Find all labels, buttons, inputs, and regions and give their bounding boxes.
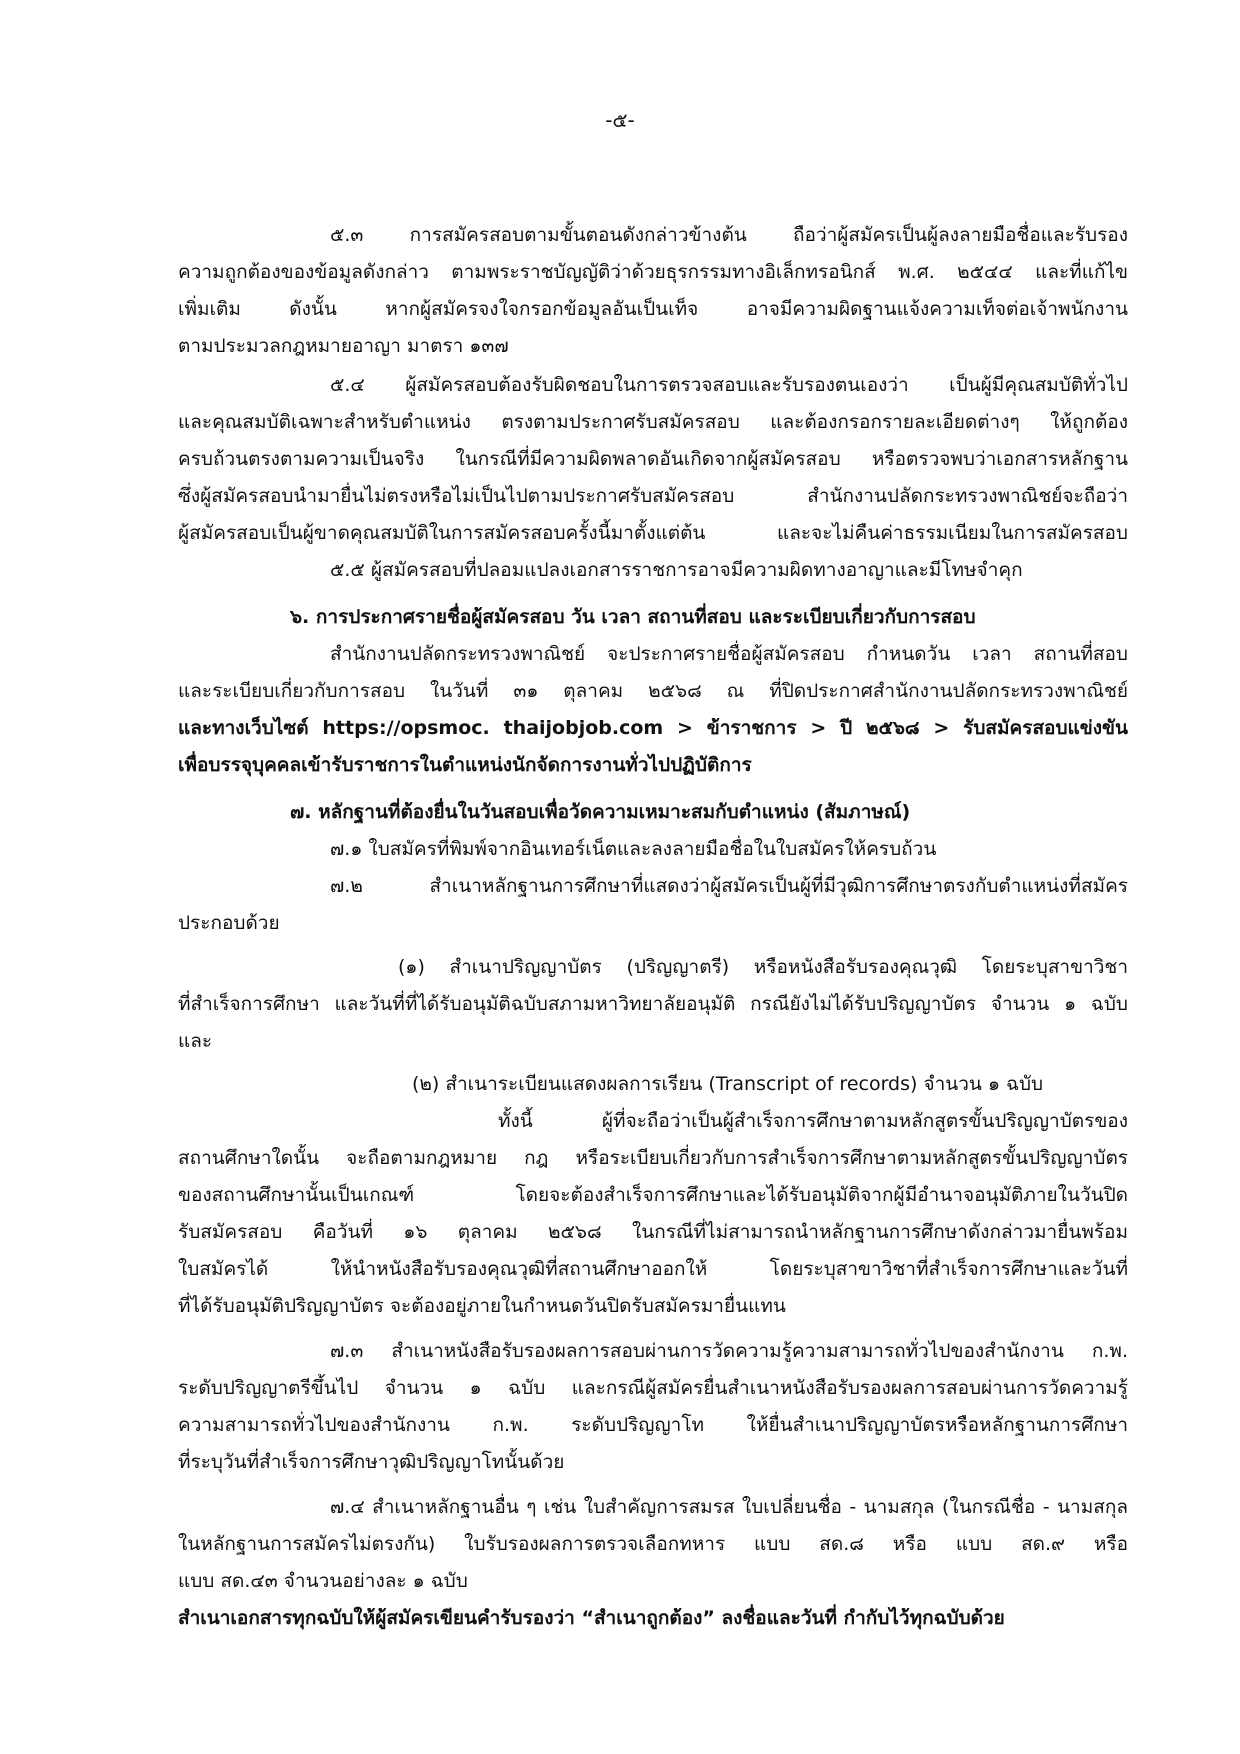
para-7-4-line-2: ในหลักฐานการสมัครไม่ตรงกัน) ใบรับรองผลการตรวจเลือกทหาร แบบ สด.๘ หรือ แบบ สด.๙ หรือ [178, 1533, 1128, 1555]
para-tangnee-line-1: ทั้งนี้ ผู้ที่จะถือว่าเป็นผู้สำเร็จการศึกษาตามหลักสูตรขั้นปริญญาบัตรของ [498, 1110, 1128, 1132]
para-7-2-line-1: ๗.๒ สำเนาหลักฐานการศึกษาที่แสดงว่าผู้สมัครเป็นผู้ที่มีวุฒิการศึกษาตรงกับตำแหน่งที่สมัคร [330, 875, 1128, 897]
para-7-2-line-2: ประกอบด้วย [178, 912, 280, 934]
para-7-1: ๗.๑ ใบสมัครที่พิมพ์จากอินเทอร์เน็ตและลงลายมือชื่อในใบสมัครให้ครบถ้วน [330, 838, 937, 860]
para-5-3-line-4: ตามประมวลกฎหมายอาญา มาตรา ๑๓๗ [178, 335, 509, 357]
para-5-4-line-1: ๕.๔ ผู้สมัครสอบต้องรับผิดชอบในการตรวจสอบและรับรองตนเองว่า เป็นผู้มีคุณสมบัติทั่วไป [330, 374, 1128, 396]
para-7-2-1-line-1: (๑) สำเนาปริญญาบัตร (ปริญญาตรี) หรือหนังสือรับรองคุณวุฒิ โดยระบุสาขาวิชา [398, 956, 1128, 978]
para-tangnee-line-2: สถานศึกษาใดนั้น จะถือตามกฎหมาย กฎ หรือระเบียบเกี่ยวกับการสำเร็จการศึกษาตามหลักสูตรขั้นปริญญาบัตร [178, 1147, 1128, 1169]
para-5-5: ๕.๕ ผู้สมัครสอบที่ปลอมแปลงเอกสารราชการอาจมีความผิดทางอาญาและมีโทษจำคุก [330, 559, 1023, 581]
para-tangnee-line-4: รับสมัครสอบ คือวันที่ ๑๖ ตุลาคม ๒๕๖๘ ในกรณีที่ไม่สามารถนำหลักฐานการศึกษาดังกล่าวมายื่นพร้อม [178, 1221, 1128, 1243]
page-number: -๕- [605, 108, 635, 132]
para-5-3-line-2: ความถูกต้องของข้อมูลดังกล่าว ตามพระราชบัญญัติว่าด้วยธุรกรรมทางอิเล็กทรอนิกส์ พ.ศ. ๒๕๔๔ และที่แก้ไข [178, 261, 1128, 283]
section-6-line-3: และทางเว็บไซต์ https://opsmoc. thaijobjob.com > ข้าราชการ > ปี ๒๕๖๘ > รับสมัครสอบแข่งขัน [178, 717, 1128, 739]
para-tangnee-line-3: ของสถานศึกษานั้นเป็นเกณฑ์ โดยจะต้องสำเร็จการศึกษาและได้รับอนุมัติจากผู้มีอำนาจอนุมัติภายในวันปิด [178, 1184, 1128, 1206]
certification-note: สำเนาเอกสารทุกฉบับให้ผู้สมัครเขียนคำรับรองว่า “สำเนาถูกต้อง” ลงชื่อและวันที่ กำกับไว้ทุกฉบับด้วย [178, 1607, 1005, 1629]
para-5-4-line-3: ครบถ้วนตรงตามความเป็นจริง ในกรณีที่มีความผิดพลาดอันเกิดจากผู้สมัครสอบ หรือตรวจพบว่าเอกสารหลักฐาน [178, 448, 1128, 470]
para-7-3-line-1: ๗.๓ สำเนาหนังสือรับรองผลการสอบผ่านการวัดความรู้ความสามารถทั่วไปของสำนักงาน ก.พ. [330, 1340, 1128, 1362]
para-tangnee-line-5: ใบสมัครได้ ให้นำหนังสือรับรองคุณวุฒิที่สถานศึกษาออกให้ โดยระบุสาขาวิชาที่สำเร็จการศึกษาและวันที่ [178, 1258, 1128, 1280]
para-7-3-line-3: ความสามารถทั่วไปของสำนักงาน ก.พ. ระดับปริญญาโท ให้ยื่นสำเนาปริญญาบัตรหรือหลักฐานการศึกษา [178, 1414, 1128, 1436]
para-5-3-line-1: ๕.๓ การสมัครสอบตามขั้นตอนดังกล่าวข้างต้น ถือว่าผู้สมัครเป็นผู้ลงลายมือชื่อและรับรอง [330, 224, 1128, 246]
section-7-heading: ๗. หลักฐานที่ต้องยื่นในวันสอบเพื่อวัดความเหมาะสมกับตำแหน่ง (สัมภาษณ์) [290, 801, 911, 823]
section-6-line-4: เพื่อบรรจุบุคคลเข้ารับราชการในตำแหน่งนักจัดการงานทั่วไปปฏิบัติการ [178, 754, 752, 776]
para-5-4-line-5: ผู้สมัครสอบเป็นผู้ขาดคุณสมบัติในการสมัครสอบครั้งนี้มาตั้งแต่ต้น และจะไม่คืนค่าธรรมเนียมในการสมัครสอบ [178, 522, 1128, 544]
para-7-2-2: (๒) สำเนาระเบียนแสดงผลการเรียน (Transcript of records) จำนวน ๑ ฉบับ [412, 1073, 1044, 1095]
para-7-3-line-2: ระดับปริญญาตรีขึ้นไป จำนวน ๑ ฉบับ และกรณีผู้สมัครยื่นสำเนาหนังสือรับรองผลการสอบผ่านการวัดความรู้ [178, 1377, 1128, 1399]
para-5-3-line-3: เพิ่มเติม ดังนั้น หากผู้สมัครจงใจกรอกข้อมูลอันเป็นเท็จ อาจมีความผิดฐานแจ้งความเท็จต่อเจ้าพนักงาน [178, 298, 1128, 320]
section-6-line-1: สำนักงานปลัดกระทรวงพาณิชย์ จะประกาศรายชื่อผู้สมัครสอบ กำหนดวัน เวลา สถานที่สอบ [330, 643, 1128, 665]
para-7-4-line-3: แบบ สด.๔๓ จำนวนอย่างละ ๑ ฉบับ [178, 1570, 468, 1592]
para-tangnee-line-6: ที่ได้รับอนุมัติปริญญาบัตร จะต้องอยู่ภายในกำหนดวันปิดรับสมัครมายื่นแทน [178, 1295, 786, 1317]
section-6-line-2: และระเบียบเกี่ยวกับการสอบ ในวันที่ ๓๑ ตุลาคม ๒๕๖๘ ณ ที่ปิดประกาศสำนักงานปลัดกระทรวงพาณิชย์ [178, 680, 1128, 702]
section-6-heading: ๖. การประกาศรายชื่อผู้สมัครสอบ วัน เวลา สถานที่สอบ และระเบียบเกี่ยวกับการสอบ [290, 606, 976, 628]
para-5-4-line-2: และคุณสมบัติเฉพาะสำหรับตำแหน่ง ตรงตามประกาศรับสมัครสอบ และต้องกรอกรายละเอียดต่างๆ ให้ถูกต้อง [178, 411, 1128, 433]
para-7-3-line-4: ที่ระบุวันที่สำเร็จการศึกษาวุฒิปริญญาโทนั้นด้วย [178, 1451, 565, 1473]
para-5-4-line-4: ซึ่งผู้สมัครสอบนำมายื่นไม่ตรงหรือไม่เป็นไปตามประกาศรับสมัครสอบ สำนักงานปลัดกระทรวงพาณิชย์จะถือว่า [178, 485, 1128, 507]
para-7-2-1-line-3: และ [178, 1030, 213, 1052]
para-7-4-line-1: ๗.๔ สำเนาหลักฐานอื่น ๆ เช่น ใบสำคัญการสมรส ใบเปลี่ยนชื่อ - นามสกุล (ในกรณีชื่อ - นามสกุล [330, 1496, 1128, 1518]
para-7-2-1-line-2: ที่สำเร็จการศึกษา และวันที่ที่ได้รับอนุมัติฉบับสภามหาวิทยาลัยอนุมัติ กรณียังไม่ได้รับปริญญาบัตร จำนวน ๑ ฉบับ [178, 993, 1128, 1015]
